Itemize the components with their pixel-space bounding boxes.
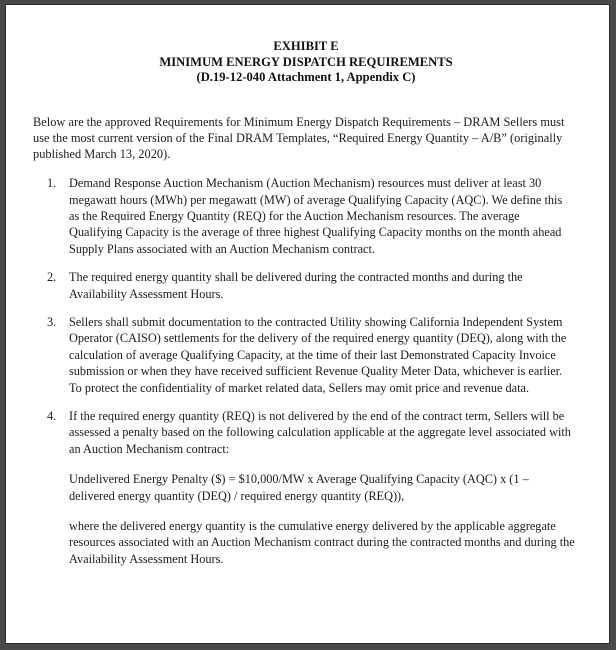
exhibit-subtitle: MINIMUM ENERGY DISPATCH REQUIREMENTS <box>159 54 453 69</box>
penalty-formula: Undelivered Energy Penalty ($) = $10,000/MW x Average Qualifying Capacity (AQC) x (1 – delivered energy quantity (DEQ) / required energy quantity (REQ)), <box>69 472 529 503</box>
requirement-item <box>33 314 579 396</box>
document-page <box>5 4 610 644</box>
requirements-list <box>33 175 579 567</box>
requirement-item <box>33 408 579 567</box>
requirement-text: The required energy quantity shall be delivered during the contracted months and during the Availability Assessment Hours. <box>69 270 523 301</box>
exhibit-title: EXHIBIT E <box>273 39 339 53</box>
requirement-number: 4. <box>47 408 57 423</box>
requirement-number: 1. <box>47 176 57 191</box>
requirement-number: 2. <box>47 270 57 285</box>
intro-paragraph: Below are the approved Requirements for Minimum Energy Dispatch Requirements – DRAM Sellers must use the most current version of the Final DRAM Templates, “Required Energy Quantity – A/B” (originally published March 13, 2020). <box>33 114 565 162</box>
requirement-text: Sellers shall submit documentation to the contracted Utility showing California Independent System Operator (CAISO) settlements for the delivery of the required energy quantity (DEQ), along with the calculation of average Qualifying Capacity, at the time of their last Demonstrated Capacity Invoice submission or when they have received sufficient Revenue Quality Meter Data, whichever is earlier. To protect the confidentiality of market related data, Sellers may omit price and revenue data. <box>69 314 567 395</box>
requirement-number: 3. <box>47 314 57 329</box>
requirement-text: Demand Response Auction Mechanism (Auction Mechanism) resources must deliver at least 30 megawatt hours (MWh) per megawatt (MW) of average Qualifying Capacity (AQC). We define this as the Required Energy Quantity (REQ) for the Auction Mechanism resources. The average Qualifying Capacity is the average of three highest Qualifying Capacity months on the month ahead Supply Plans associated with an Auction Mechanism contract. <box>69 176 563 256</box>
formula-explanation: where the delivered energy quantity is the cumulative energy delivered by the applicable aggregate resources associated with an Auction Mechanism contract during the contracted months and during the Availability Assessment Hours. <box>69 519 575 566</box>
exhibit-heading <box>33 39 579 86</box>
requirement-item <box>33 269 579 302</box>
exhibit-reference: (D.19-12-040 Attachment 1, Appendix C) <box>196 70 416 84</box>
requirement-text: If the required energy quantity (REQ) is not delivered by the end of the contract term, Sellers will be assessed a penalty based on the following calculation applicable at the aggregate level associated with an Auction Mechanism contract: <box>69 408 571 456</box>
requirement-item <box>33 175 579 257</box>
